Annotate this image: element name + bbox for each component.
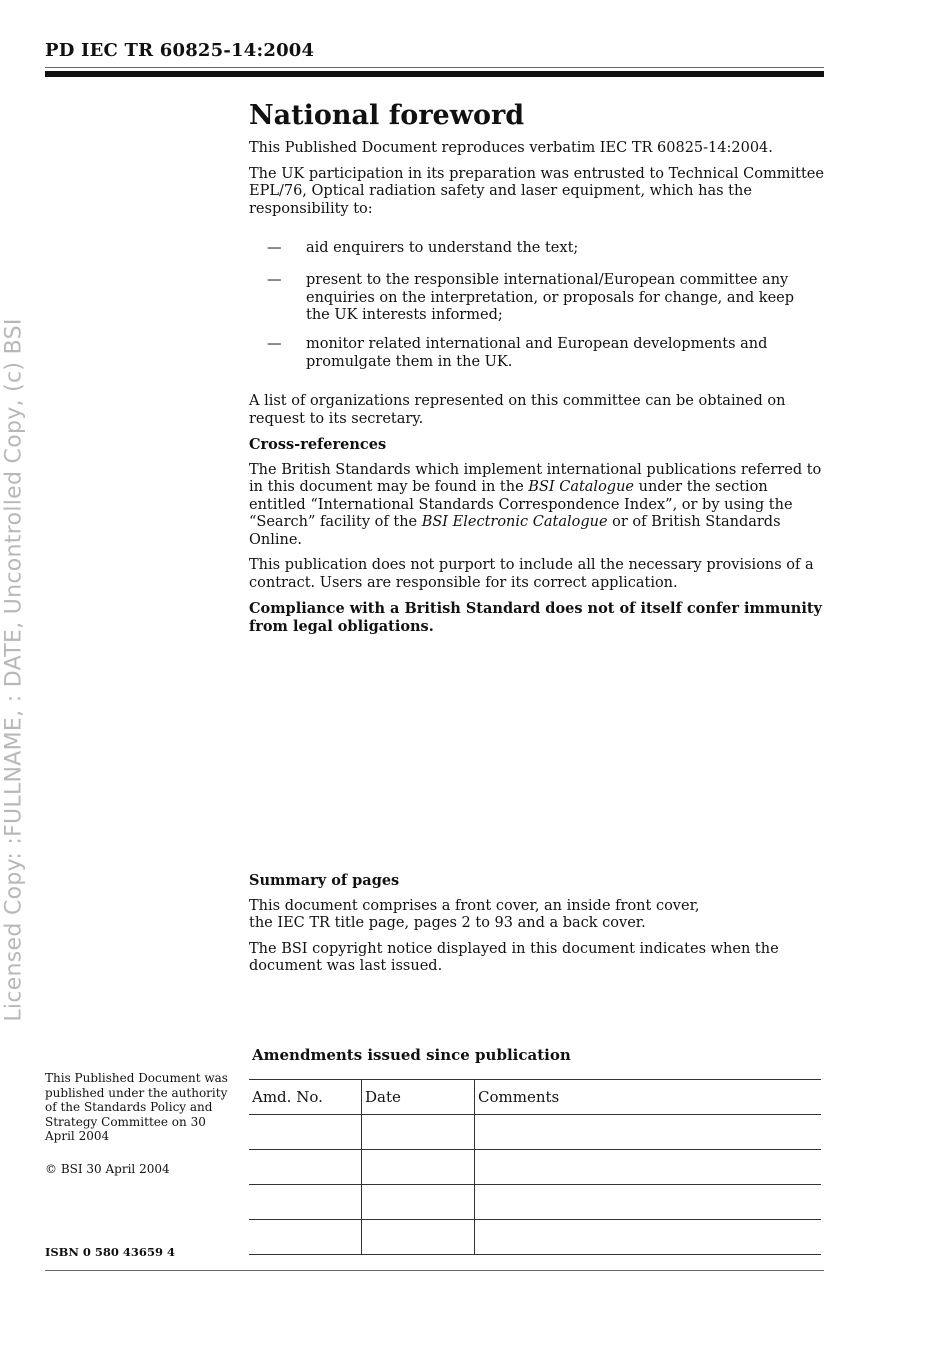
summary-line-2: the IEC TR title page, pages 2 to 93 and a back cover. — [249, 915, 646, 931]
page-title: National foreword — [249, 100, 525, 131]
summary-line-1: This document comprises a front cover, an inside front cover, — [249, 897, 700, 914]
copyright-notice: © BSI 30 April 2004 — [45, 1162, 170, 1176]
column-header-amd-no: Amd. No. — [249, 1080, 362, 1115]
crossref-text-1: The British Standards which implement international publications referred to in this document may be found in the — [249, 461, 822, 495]
paragraph-organizations: A list of organizations represented on this committee can be obtained on request to its secretary. — [249, 393, 786, 427]
table-row — [249, 1220, 821, 1255]
foreword-intro — [249, 140, 824, 218]
dash-marker: — — [267, 240, 282, 256]
table-header-row — [249, 1080, 821, 1115]
publication-authority: This Published Document was published under the authority of the Standards Policy and Strategy Committee on 30 April 2004 — [45, 1071, 228, 1143]
amendments-table — [249, 1079, 821, 1255]
paragraph-committee: The UK participation in its preparation was entrusted to Technical Committee EPL/76, Optical radiation safety and laser equipment, which has the responsibility to: — [249, 165, 824, 217]
table-row — [249, 1185, 821, 1220]
paragraph-crossref — [249, 462, 824, 550]
foreword-body — [249, 393, 824, 635]
crossref-text-2: under the section entitled “International Standards Correspondence Index”, or by using the “Search” facility of the — [249, 479, 793, 530]
footer-rule — [45, 1270, 824, 1271]
summary-of-pages — [249, 872, 824, 976]
compliance-statement: Compliance with a British Standard does not of itself confer immunity from legal obligations. — [249, 600, 822, 635]
list-item-text: aid enquirers to understand the text; — [306, 240, 579, 256]
dash-marker: — — [267, 272, 282, 288]
summary-heading: Summary of pages — [249, 872, 400, 889]
responsibility-list — [249, 240, 824, 380]
summary-copyright-note: The BSI copyright notice displayed in this document indicates when the document was last issued. — [249, 940, 779, 974]
bsi-catalogue-title: BSI Catalogue — [528, 479, 635, 495]
paragraph-provisions: This publication does not purport to include all the necessary provisions of a contract. Users are responsible for its correct application. — [249, 557, 814, 591]
watermark-text: Licensed Copy: :FULLNAME, : DATE, Uncontrolled Copy, (c) BSI — [1, 318, 27, 1022]
list-item-text: present to the responsible international/European committee any enquiries on the interpretation, or proposals for change, and keep the UK interests informed; — [306, 272, 795, 323]
list-item-text: monitor related international and European developments and promulgate them in the UK. — [306, 336, 768, 370]
table-row — [249, 1150, 821, 1185]
crossref-text-3: or of British Standards Online. — [249, 514, 781, 548]
column-header-comments: Comments — [475, 1080, 822, 1115]
document-id: PD IEC TR 60825-14:2004 — [45, 40, 315, 61]
header-rule-thin — [45, 67, 824, 68]
header-rule-thick — [45, 71, 824, 77]
dash-marker: — — [267, 336, 282, 352]
crossref-heading: Cross-references — [249, 436, 387, 453]
bsi-electronic-catalogue-title: BSI Electronic Catalogue — [421, 514, 608, 530]
isbn: ISBN 0 580 43659 4 — [45, 1245, 175, 1259]
table-row — [249, 1115, 821, 1150]
amendments-heading: Amendments issued since publication — [252, 1046, 571, 1064]
column-header-date: Date — [362, 1080, 475, 1115]
paragraph-reproduces: This Published Document reproduces verbatim IEC TR 60825-14:2004. — [249, 140, 773, 156]
license-watermark — [0, 0, 30, 1345]
